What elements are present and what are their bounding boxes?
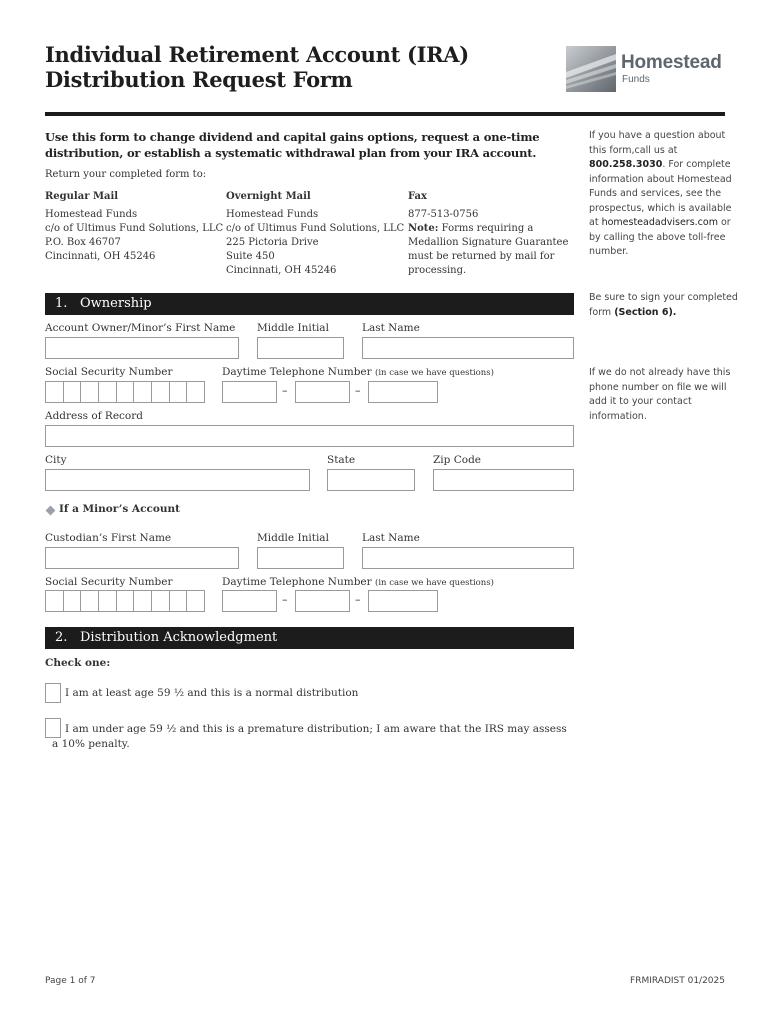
title-line-2: Distribution Request Form bbox=[45, 67, 353, 92]
sidebar-sign bbox=[589, 291, 739, 320]
fax-heading: Fax bbox=[408, 191, 427, 202]
overnight-mail-heading: Overnight Mail bbox=[226, 191, 311, 202]
custodian-first-name-field[interactable] bbox=[45, 547, 239, 569]
phone-label-text: Daytime Telephone Number bbox=[222, 366, 372, 378]
middle-initial-field[interactable] bbox=[257, 337, 344, 359]
sidebar-sign-bold: (Section 6). bbox=[614, 306, 677, 318]
city-label: City bbox=[45, 454, 67, 466]
address-line: c/o of Ultimus Fund Solutions, LLC bbox=[45, 223, 224, 234]
last-name-label: Last Name bbox=[362, 322, 420, 334]
fax-number: 877-513-0756 bbox=[408, 209, 479, 220]
middle-initial-label: Middle Initial bbox=[257, 322, 329, 334]
check-one-label: Check one: bbox=[45, 657, 111, 669]
logo-sub: Funds bbox=[622, 74, 650, 85]
fax-note-label: Note: bbox=[408, 223, 439, 234]
phone-dash: – bbox=[355, 384, 361, 397]
regular-mail-heading: Regular Mail bbox=[45, 191, 119, 202]
form-code: FRMIRADIST 01/2025 bbox=[630, 976, 725, 986]
minor-heading: If a Minor’s Account bbox=[59, 503, 180, 515]
city-field[interactable] bbox=[45, 469, 310, 491]
sidebar-question-post: . For complete information about Homestead Funds and services, see the prospectus, which is available at bbox=[589, 159, 732, 228]
phone-line-field[interactable] bbox=[368, 381, 438, 403]
custodian-middle-label: Middle Initial bbox=[257, 532, 329, 544]
state-label: State bbox=[327, 454, 356, 466]
regular-mail bbox=[45, 190, 225, 264]
sidebar-phone-note: If we do not already have this phone number on file we will add it to your contact information. bbox=[589, 367, 731, 422]
phone-dash: – bbox=[355, 593, 361, 606]
title-line-1: Individual Retirement Account (IRA) bbox=[45, 42, 469, 67]
address-field[interactable] bbox=[45, 425, 574, 447]
address-line: c/o of Ultimus Fund Solutions, LLC bbox=[226, 223, 405, 234]
address-line: P.O. Box 46707 bbox=[45, 237, 121, 248]
sidebar-question bbox=[589, 129, 739, 260]
state-field[interactable] bbox=[327, 469, 415, 491]
phone-area-code-field[interactable] bbox=[222, 381, 277, 403]
ssn-field[interactable] bbox=[45, 381, 205, 403]
custodian-ssn-field[interactable] bbox=[45, 590, 205, 612]
fax-note: Forms requiring a Medallion Signature Guarantee must be returned by mail for processing. bbox=[408, 223, 569, 276]
phone-dash: – bbox=[282, 593, 288, 606]
overnight-mail bbox=[226, 190, 406, 278]
address-line: Cincinnati, OH 45246 bbox=[226, 265, 337, 276]
address-line: Cincinnati, OH 45246 bbox=[45, 251, 156, 262]
address-line: Homestead Funds bbox=[226, 209, 319, 220]
custodian-phone-prefix-field[interactable] bbox=[295, 590, 350, 612]
zip-field[interactable] bbox=[433, 469, 574, 491]
section-2-title: Distribution Acknowledgment bbox=[80, 630, 278, 645]
first-name-field[interactable] bbox=[45, 337, 239, 359]
custodian-middle-field[interactable] bbox=[257, 547, 344, 569]
custodian-phone-label-text: Daytime Telephone Number bbox=[222, 576, 372, 588]
sidebar-question-text: If you have a question about this form,call us at bbox=[589, 130, 726, 156]
sidebar-phone: 800.258.3030 bbox=[589, 159, 663, 170]
section-1-title: Ownership bbox=[80, 296, 152, 311]
page-number: Page 1 of 7 bbox=[45, 976, 96, 986]
phone-prefix-field[interactable] bbox=[295, 381, 350, 403]
section-1-header bbox=[45, 293, 574, 315]
phone-label-note: (in case we have questions) bbox=[375, 368, 494, 378]
sidebar-sign-text: Be sure to sign your completed form bbox=[589, 292, 738, 318]
custodian-last-label: Last Name bbox=[362, 532, 420, 544]
header-rule bbox=[45, 112, 725, 116]
section-2-header bbox=[45, 627, 574, 649]
fax-info bbox=[408, 190, 580, 278]
ssn-label: Social Security Number bbox=[45, 366, 173, 378]
phone-dash: – bbox=[282, 384, 288, 397]
premature-distribution-label-2: a 10% penalty. bbox=[52, 738, 130, 750]
return-text: Return your completed form to: bbox=[45, 169, 207, 180]
custodian-phone-area-field[interactable] bbox=[222, 590, 277, 612]
homestead-logo-icon bbox=[566, 46, 616, 92]
logo-name: Homestead bbox=[621, 52, 722, 73]
section-2-number: 2. bbox=[55, 630, 68, 645]
address-line: Homestead Funds bbox=[45, 209, 138, 220]
premature-distribution-checkbox[interactable] bbox=[45, 718, 61, 738]
custodian-first-name-label: Custodian’s First Name bbox=[45, 532, 172, 544]
first-name-label: Account Owner/Minor’s First Name bbox=[45, 322, 236, 334]
address-line: Suite 450 bbox=[226, 251, 275, 262]
custodian-phone-label bbox=[222, 576, 494, 588]
intro-text: Use this form to change dividend and capital gains options, request a one-time distribution, or establish a systematic withdrawal plan from your IRA account. bbox=[45, 130, 540, 160]
normal-distribution-label: I am at least age 59 ½ and this is a normal distribution bbox=[65, 687, 359, 699]
page-title bbox=[45, 42, 565, 92]
custodian-last-field[interactable] bbox=[362, 547, 574, 569]
sidebar-question-end: or by calling the above toll-free number. bbox=[589, 217, 731, 257]
phone-label bbox=[222, 366, 494, 378]
custodian-phone-line-field[interactable] bbox=[368, 590, 438, 612]
address-label: Address of Record bbox=[45, 410, 143, 422]
normal-distribution-checkbox[interactable] bbox=[45, 683, 61, 703]
last-name-field[interactable] bbox=[362, 337, 574, 359]
premature-distribution-label: I am under age 59 ½ and this is a premature distribution; I am aware that the IRS may assess bbox=[65, 723, 567, 735]
diamond-bullet-icon bbox=[46, 506, 56, 516]
custodian-ssn-label: Social Security Number bbox=[45, 576, 173, 588]
zip-label: Zip Code bbox=[433, 454, 482, 466]
section-1-number: 1. bbox=[55, 296, 68, 311]
custodian-phone-label-note: (in case we have questions) bbox=[375, 578, 494, 588]
sidebar-website-link[interactable]: homesteadadvisers.com bbox=[601, 217, 718, 228]
address-line: 225 Pictoria Drive bbox=[226, 237, 319, 248]
